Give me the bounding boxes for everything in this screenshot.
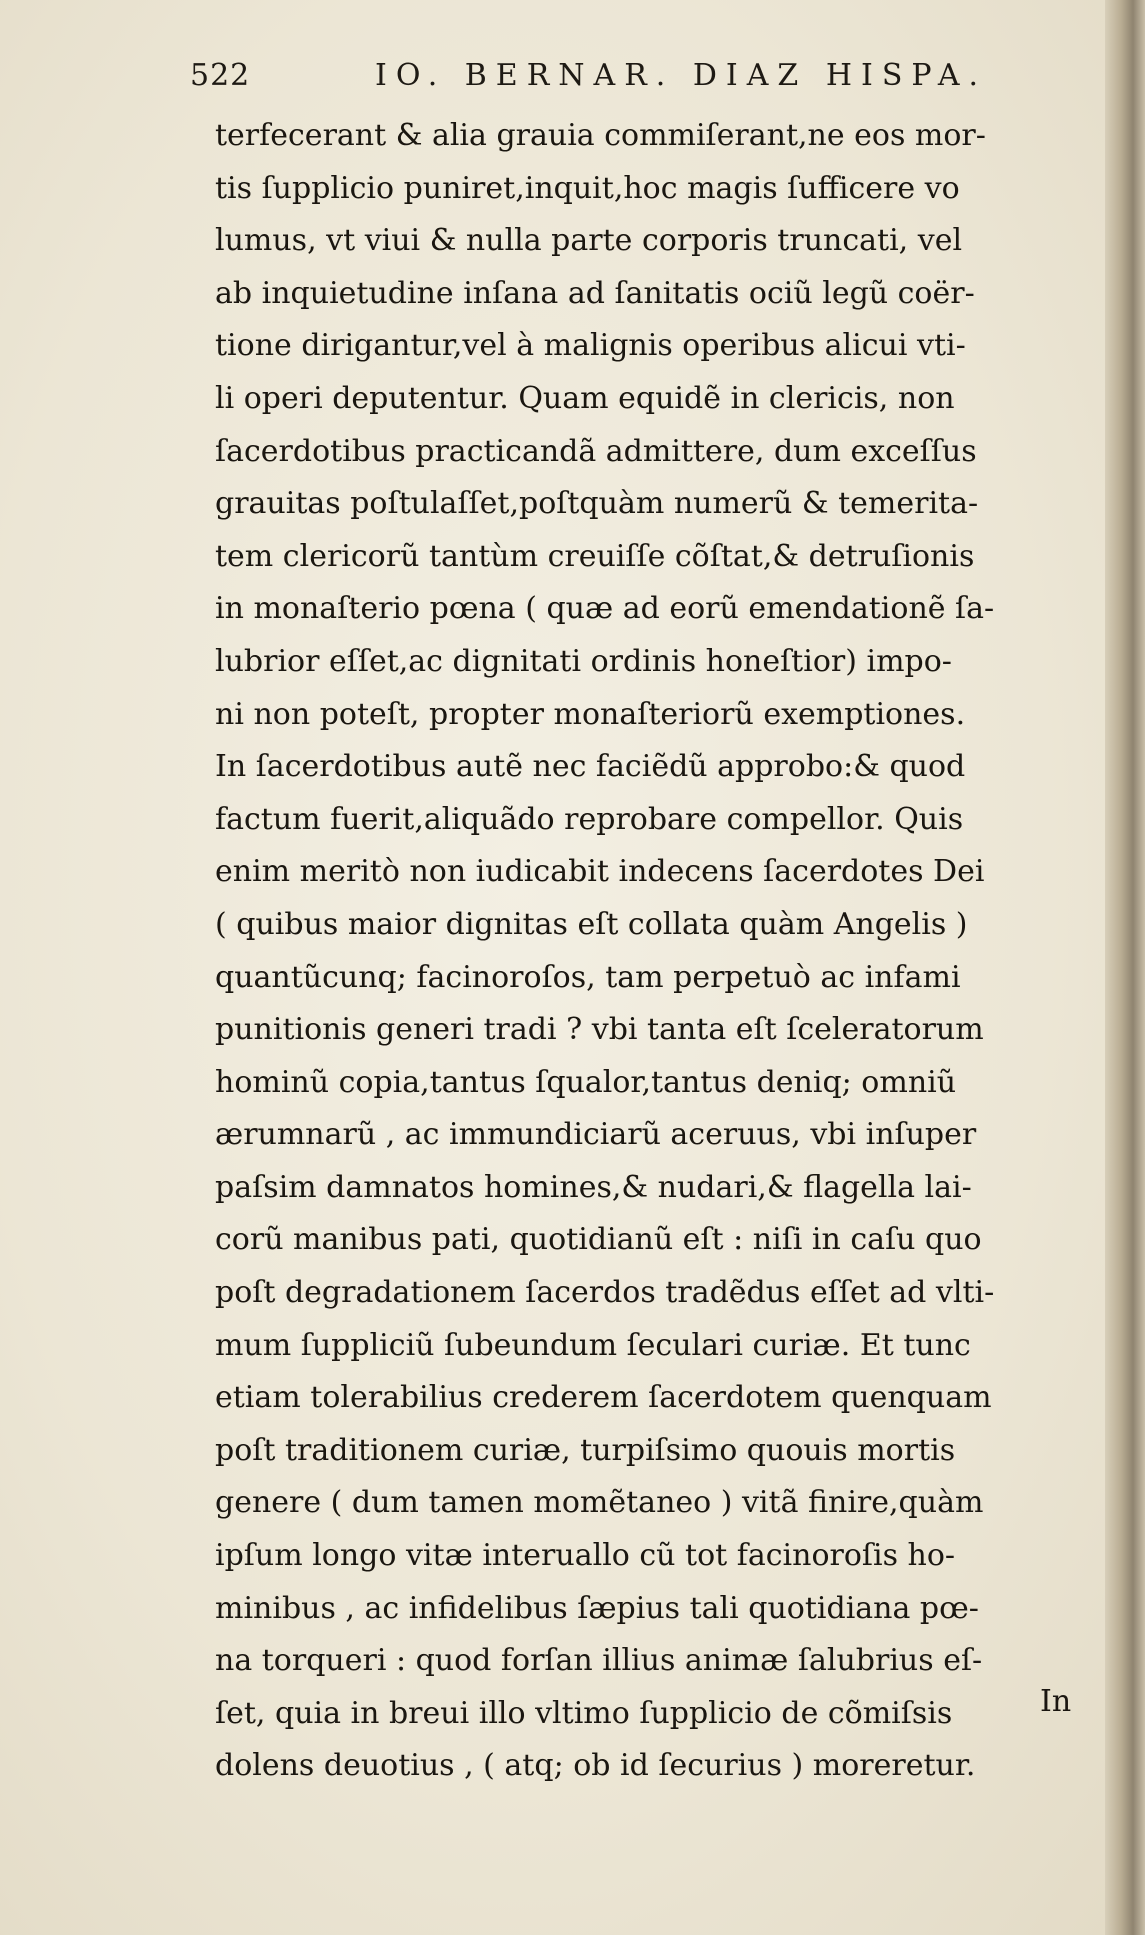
text-line: poſt degradationem ſacerdos tradẽdus eſſet ad vlti- bbox=[215, 1275, 995, 1311]
text-line: enim meritò non iudicabit indecens ſacerdotes Dei bbox=[215, 854, 985, 890]
text-line: mum ſuppliciũ ſubeundum ſeculari curiæ. Et tunc bbox=[215, 1327, 971, 1363]
text-line: genere ( dum tamen momẽtaneo ) vitã finire,quàm bbox=[215, 1485, 984, 1521]
text-line: hominũ copia,tantus ſqualor,tantus deniq; omniũ bbox=[215, 1064, 957, 1100]
text-line: ſet, quia in breui illo vltimo ſupplicio de cõmiſsis bbox=[215, 1695, 953, 1731]
text-line: paſsim damnatos homines,& nudari,& flagella lai- bbox=[215, 1169, 972, 1205]
page-header bbox=[190, 56, 1100, 108]
text-line: tem clericorũ tantùm creuiſſe cõſtat,& detruſionis bbox=[215, 538, 975, 574]
catchword: In bbox=[1040, 1684, 1072, 1719]
text-line: ipſum longo vitæ interuallo cũ tot facinoroſis ho- bbox=[215, 1538, 956, 1574]
text-line: corũ manibus pati, quotidianũ eſt : niſi in caſu quo bbox=[215, 1222, 982, 1258]
text-line: factum fuerit,aliquãdo reprobare compellor. Quis bbox=[215, 801, 964, 837]
text-line: ni non poteſt, propter monaſteriorũ exemptiones. bbox=[215, 696, 966, 732]
text-line: ſacerdotibus practicandã admittere, dum exceſſus bbox=[215, 433, 977, 469]
text-line: dolens deuotius , ( atq; ob id ſecurius ) moreretur. bbox=[215, 1748, 976, 1784]
text-line: etiam tolerabilius crederem ſacerdotem quenquam bbox=[215, 1380, 992, 1416]
text-line: ( quibus maior dignitas eſt collata quàm Angelis ) bbox=[215, 906, 968, 942]
text-line: na torqueri : quod forſan illius animæ ſalubrius eſ- bbox=[215, 1643, 983, 1679]
text-line: ab inquietudine inſana ad ſanitatis ociũ legũ coër- bbox=[215, 275, 975, 311]
body-text bbox=[215, 110, 1115, 1793]
text-line: tis ſupplicio puniret,inquit,hoc magis ſufficere vo bbox=[215, 170, 960, 206]
text-line: grauitas poſtulaſſet,poſtquàm numerũ & temerita- bbox=[215, 486, 979, 522]
text-line: quantũcunq; facinoroſos, tam perpetuò ac infami bbox=[215, 959, 961, 995]
text-line: tione dirigantur,vel à malignis operibus alicui vti- bbox=[215, 328, 966, 364]
text-line: terfecerant & alia grauia commiſerant,ne eos mor- bbox=[215, 118, 986, 153]
text-line: lubrior eſſet,ac dignitati ordinis honeſtior) impo- bbox=[215, 643, 952, 679]
text-line: in monaſterio pœna ( quæ ad eorũ emendationẽ ſa- bbox=[215, 591, 995, 627]
page-number: 522 bbox=[190, 58, 251, 93]
text-line: punitionis generi tradi ? vbi tanta eſt ſceleratorum bbox=[215, 1012, 984, 1048]
text-line: poſt traditionem curiæ, turpiſsimo quouis mortis bbox=[215, 1432, 956, 1468]
text-line: lumus, vt viui & nulla parte corporis truncati, vel bbox=[215, 223, 963, 259]
running-head: IO. BERNAR. DIAZ HISPA. bbox=[375, 58, 988, 93]
text-line: In ſacerdotibus autẽ nec faciẽdũ approbo:& quod bbox=[215, 749, 966, 785]
text-line: minibus , ac infidelibus ſæpius tali quotidiana pœ- bbox=[215, 1590, 979, 1626]
text-line: ærumnarũ , ac immundiciarũ aceruus, vbi inſuper bbox=[215, 1117, 977, 1153]
text-line: li operi deputentur. Quam equidẽ in clericis, non bbox=[215, 380, 955, 416]
